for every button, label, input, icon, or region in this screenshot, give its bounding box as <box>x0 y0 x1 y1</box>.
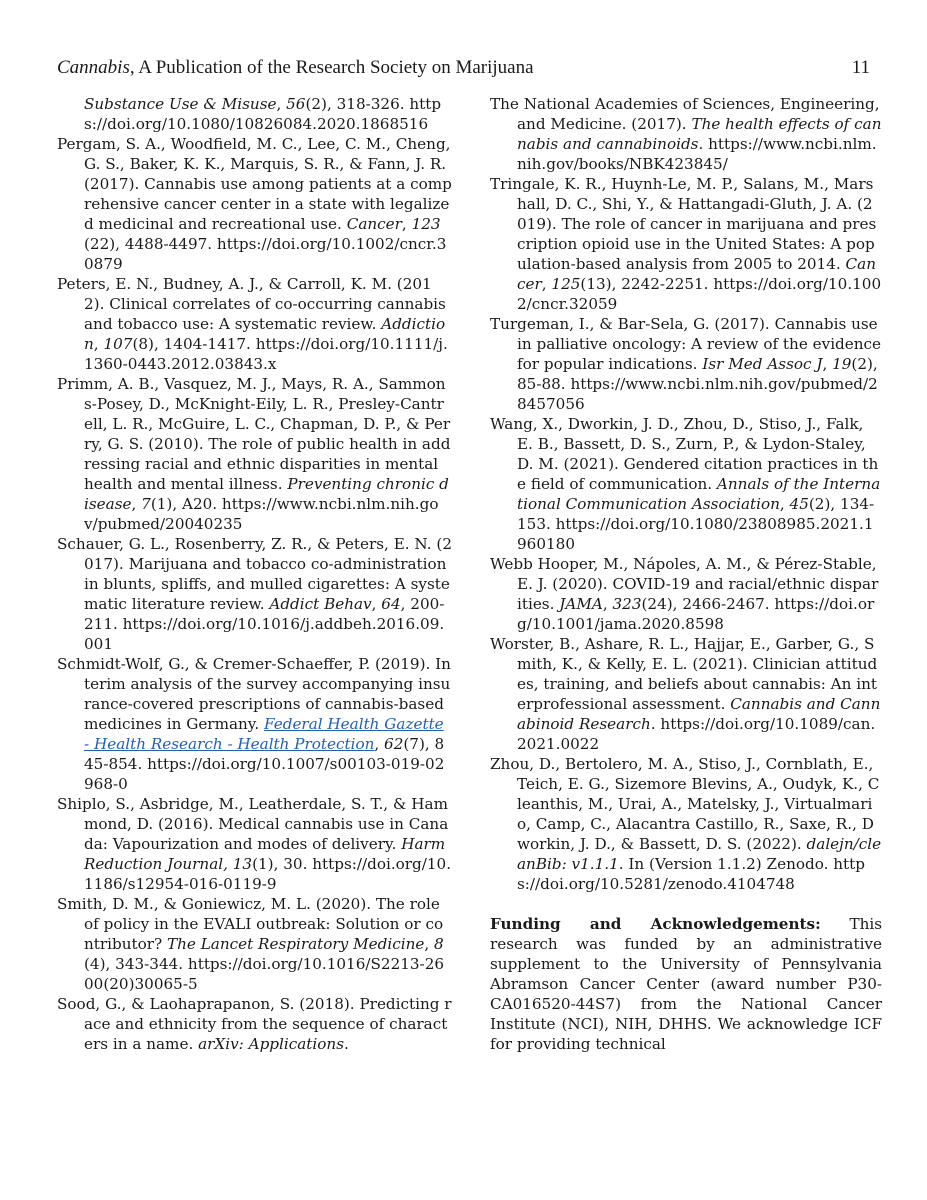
reference-text: Zhou, D., Bertolero, M. A., Stiso, J., Cornblath, E., Teich, E. G., Sizemore Blevins, A., Oudyk, K., Cleanthis, M., Urai, A., Matelsky, J., Virtualmario, Camp, C., Alacantra Castillo, R., Saxe, R., Dworkin, J. D., & Bassett, D. S. (2022). <box>490 755 880 853</box>
reference-text: (1), A20. https://www.ncbi.nlm.nih.gov/pubmed/20040235 <box>84 495 439 533</box>
reference-text: , <box>401 215 412 233</box>
reference-entry <box>490 634 882 754</box>
reference-text: . In (Version 1.1.2) Zenodo. https://doi.org/10.5281/zenodo.4104748 <box>517 855 865 893</box>
reference-text: (13), 2242-2251. https://doi.org/10.1002/cncr.32059 <box>517 275 882 313</box>
reference-entry <box>57 894 452 994</box>
reference-text: Smith, D. M., & Goniewicz, M. L. (2020). The role of policy in the EVALI outbreak: Solution or contributor? <box>57 895 444 953</box>
reference-italic-text: 323 <box>612 595 642 613</box>
reference-entry <box>57 654 452 794</box>
reference-text: Tringale, K. R., Huynh-Le, M. P., Salans, M., Marshall, D. C., Shi, Y., & Hattangadi-Gluth, J. A. (2019). The role of cancer in marijuana and prescription opioid use in the United States: A population-based analysis from 2005 to 2014. <box>490 175 877 273</box>
reference-text: , <box>93 335 104 353</box>
reference-entry <box>57 794 452 894</box>
reference-text: , <box>602 595 613 613</box>
reference-journal-link[interactable]: Federal Health Gazette - Health Research - Health Protection <box>84 715 444 753</box>
reference-text: Shiplo, S., Asbridge, M., Leatherdale, S. T., & Hammond, D. (2016). Medical cannabis use in Canada: Vapourization and modes of delivery. <box>57 795 449 853</box>
reference-italic-text: 123 <box>411 215 441 233</box>
reference-italic-text: Cancer <box>517 255 877 293</box>
journal-subtitle: , A Publication of the Research Society on Marijuana <box>129 57 534 78</box>
reference-italic-text: Addict Behav <box>269 595 372 613</box>
reference-text: (1), 30. https://doi.org/10.1186/s12954-016-0119-9 <box>84 855 452 893</box>
reference-text: , <box>779 495 790 513</box>
reference-text: Schauer, G. L., Rosenberry, Z. R., & Peters, E. N. (2017). Marijuana and tobacco co-administration in blunts, spliffs, and mulled cigarettes: A systematic literature review. <box>57 535 452 613</box>
funding-acknowledgements <box>490 914 882 1054</box>
reference-text: (24), 2466-2467. https://doi.org/10.1001/jama.2020.8598 <box>517 595 875 633</box>
reference-text: , <box>424 935 434 953</box>
reference-text: Primm, A. B., Vasquez, M. J., Mays, R. A., Sammons-Posey, D., McKnight-Eily, L. R., Presley-Cantrell, L. R., McGuire, L. C., Chapman, D. P., & Perry, G. S. (2010). The role of public health in addressing racial and ethnic disparities in mental health and mental illness. <box>57 375 451 493</box>
reference-italic-text: Addiction <box>84 315 446 353</box>
reference-italic-text: Isr Med Assoc J <box>702 355 823 373</box>
reference-text: Webb Hooper, M., Nápoles, A. M., & Pérez-Stable, E. J. (2020). COVID-19 and racial/ethnic disparities. <box>490 555 879 613</box>
reference-text: Turgeman, I., & Bar-Sela, G. (2017). Cannabis use in palliative oncology: A review of the evidence for popular indications. <box>490 315 882 373</box>
reference-italic-text: Preventing chronic disease <box>84 475 449 513</box>
reference-text: , <box>822 355 833 373</box>
reference-italic-text: Harm Reduction Journal, 13 <box>84 835 446 873</box>
journal-name: Cannabis <box>57 57 130 78</box>
reference-text: Worster, B., Ashare, R. L., Hajjar, E., Garber, G., Smith, K., & Kelly, E. L. (2021). Clinician attitudes, training, and beliefs about cannabis: An interprofessional assessment. <box>490 635 878 713</box>
references-right-list <box>490 94 882 894</box>
reference-text: (4), 343-344. https://doi.org/10.1016/S2213-2600(20)30065-5 <box>84 955 445 993</box>
reference-text: Pergam, S. A., Woodfield, M. C., Lee, C. M., Cheng, G. S., Baker, K. K., Marquis, S. R., & Fann, J. R. (2017). Cannabis use among patients at a comprehensive cancer center in a state with legalized medicinal and recreational use. <box>57 135 452 233</box>
reference-italic-text: Substance Use & Misuse <box>84 95 277 113</box>
reference-text: The National Academies of Sciences, Engineering, and Medicine. (2017). <box>490 95 880 133</box>
reference-entry <box>490 414 882 554</box>
references-left-column <box>57 94 452 1054</box>
reference-entry <box>490 94 882 174</box>
reference-italic-text: 8 <box>434 935 444 953</box>
reference-text: (8), 1404-1417. https://doi.org/10.1111/j.1360-0443.2012.03843.x <box>84 335 448 373</box>
reference-italic-text: 107 <box>103 335 133 353</box>
reference-entry <box>490 174 882 314</box>
reference-entry <box>490 754 882 894</box>
reference-text: Wang, X., Dworkin, J. D., Zhou, D., Stiso, J., Falk, E. B., Bassett, D. S., Zurn, P., & Lydon-Staley, D. M. (2021). Gendered citation practices in the field of communication. <box>490 415 879 493</box>
reference-text: , <box>374 735 385 753</box>
reference-italic-text: 64 <box>381 595 401 613</box>
reference-italic-text: 45 <box>789 495 809 513</box>
reference-italic-text: Cannabis and Cannabinoid Research <box>517 695 881 733</box>
references-right-column <box>490 94 882 1069</box>
reference-text: (2), 134-153. https://doi.org/10.1080/23808985.2021.1960180 <box>517 495 875 553</box>
reference-text: , <box>276 95 287 113</box>
reference-italic-text: 19 <box>832 355 852 373</box>
reference-text: (22), 4488-4497. https://doi.org/10.1002/cncr.30879 <box>84 235 447 273</box>
reference-text: (2), 318-326. https://doi.org/10.1080/10826084.2020.1868516 <box>84 95 442 133</box>
running-header <box>57 56 870 80</box>
reference-text: , 200-211. https://doi.org/10.1016/j.addbeh.2016.09.001 <box>84 595 445 653</box>
reference-italic-text: 7 <box>141 495 151 513</box>
page-number: 11 <box>851 57 870 78</box>
reference-text: Sood, G., & Laohaprapanon, S. (2018). Predicting race and ethnicity from the sequence of characters in a name. <box>57 995 452 1053</box>
funding-heading: Funding and Acknowledgements: <box>490 915 821 933</box>
reference-italic-text: 62 <box>384 735 404 753</box>
reference-text: , <box>131 495 142 513</box>
reference-entry <box>57 534 452 654</box>
reference-entry <box>490 554 882 634</box>
funding-text: This research was funded by an administrative supplement to the University of Pennsylvania Abramson Cancer Center (award number P30-CA016520-44S7) from the National Cancer Institute (NCI), NIH, DHHS. We acknowledge ICF for providing technical <box>490 915 883 1053</box>
reference-text: (7), 845-854. https://doi.org/10.1007/s00103-019-02968-0 <box>84 735 445 793</box>
reference-italic-text: JAMA <box>559 595 603 613</box>
reference-italic-text: dalejn/cleanBib: v1.1.1 <box>517 835 882 873</box>
reference-text: (2), 85-88. https://www.ncbi.nlm.nih.gov/pubmed/28457056 <box>517 355 878 413</box>
reference-text: Peters, E. N., Budney, A. J., & Carroll, K. M. (2012). Clinical correlates of co-occurring cannabis and tobacco use: A systematic review. <box>57 275 446 333</box>
reference-entry <box>57 134 452 274</box>
reference-entry <box>57 374 452 534</box>
reference-entry <box>57 94 452 134</box>
reference-italic-text: arXiv: Applications <box>198 1035 344 1053</box>
reference-italic-text: 125 <box>551 275 581 293</box>
reference-italic-text: Cancer <box>346 215 402 233</box>
reference-entry <box>57 274 452 374</box>
reference-text: Schmidt-Wolf, G., & Cremer-Schaeffer, P. (2019). Interim analysis of the survey accompanying insurance-covered prescriptions of cannabis-based medicines in Germany. <box>57 655 451 733</box>
reference-text: , <box>371 595 382 613</box>
reference-text: , <box>541 275 552 293</box>
reference-text: . https://doi.org/10.1089/can.2021.0022 <box>517 715 876 753</box>
reference-text: . https://www.ncbi.nlm.nih.gov/books/NBK423845/ <box>517 135 877 173</box>
reference-italic-text: 56 <box>286 95 306 113</box>
reference-italic-text: The Lancet Respiratory Medicine <box>166 935 425 953</box>
reference-entry <box>490 314 882 414</box>
reference-italic-text: The health effects of cannabis and cannabinoids <box>517 115 882 153</box>
reference-text: . <box>344 1035 349 1053</box>
reference-entry <box>57 994 452 1054</box>
reference-italic-text: Annals of the International Communication Association <box>517 475 881 513</box>
